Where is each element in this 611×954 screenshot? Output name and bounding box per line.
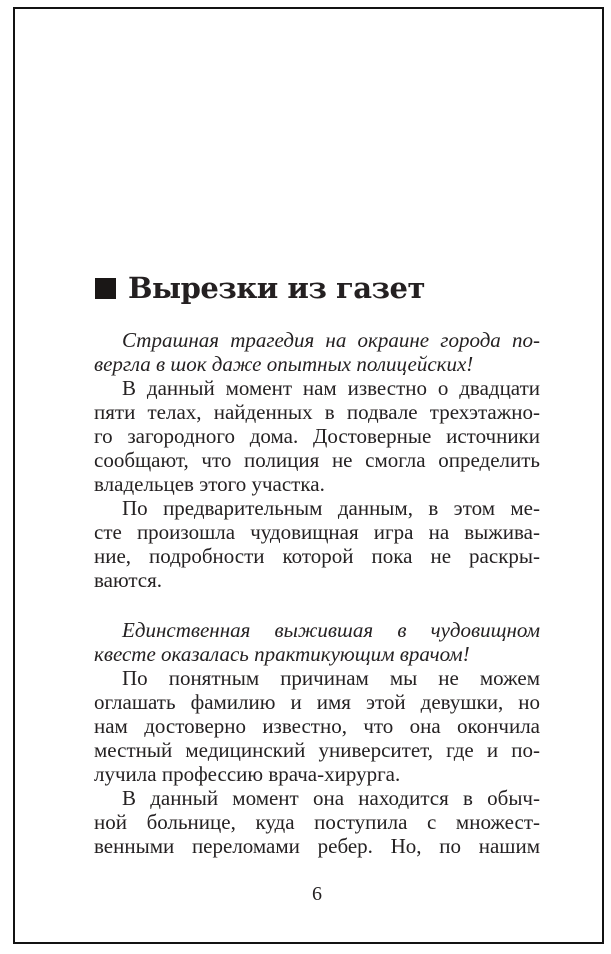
body-paragraph [94,376,540,496]
chapter-heading [94,0,540,304]
article-text [94,328,540,858]
text-line: оглашать фамилию и имя этой девушки, но [94,690,540,714]
body-paragraph [94,666,540,786]
text-line: вергла в шок даже опытных полицейских! [94,352,474,376]
text-line: венными переломами ребер. Но, по нашим [94,834,540,858]
text-line: сте произошла чудовищная игра на выжива- [94,520,540,544]
page-content [94,0,540,954]
text-line: ние, подробности которой пока не раскры- [94,544,540,568]
body-paragraph [94,496,540,592]
chapter-title: Вырезки из газет [128,271,425,305]
body-paragraph [94,786,540,858]
lead-paragraph [94,618,540,666]
lead-paragraph [94,328,540,376]
text-line: лучила профессию врача-хирурга. [94,762,401,786]
text-line: го загородного дома. Достоверные источники [94,424,540,448]
text-line: пяти телах, найденных в подвале трехэтажно- [94,400,540,424]
text-line: сообщают, что полиция не смогла определить [94,448,540,472]
text-line: владельцев этого участка. [94,472,325,496]
text-line: По предварительным данным, в этом ме- [122,496,540,520]
text-line: квесте оказалась практикующим врачом! [94,642,470,666]
text-line: В данный момент нам известно о двадцати [122,376,540,400]
text-line: ной больнице, куда поступила с множест- [94,810,540,834]
text-line: В данный момент она находится в обыч- [122,786,540,810]
text-line: нам достоверно известно, что она окончила [94,714,540,738]
text-line: местный медицинский университет, где и по- [94,738,540,762]
page-number: 6 [312,883,322,905]
text-line: Единственная выжившая в чудовищном [122,618,540,642]
text-line: ваются. [94,568,163,592]
chapter-marker-square-icon [95,278,116,299]
text-line: Страшная трагедия на окраине города по- [122,328,540,352]
text-line: По понятным причинам мы не можем [122,666,540,690]
